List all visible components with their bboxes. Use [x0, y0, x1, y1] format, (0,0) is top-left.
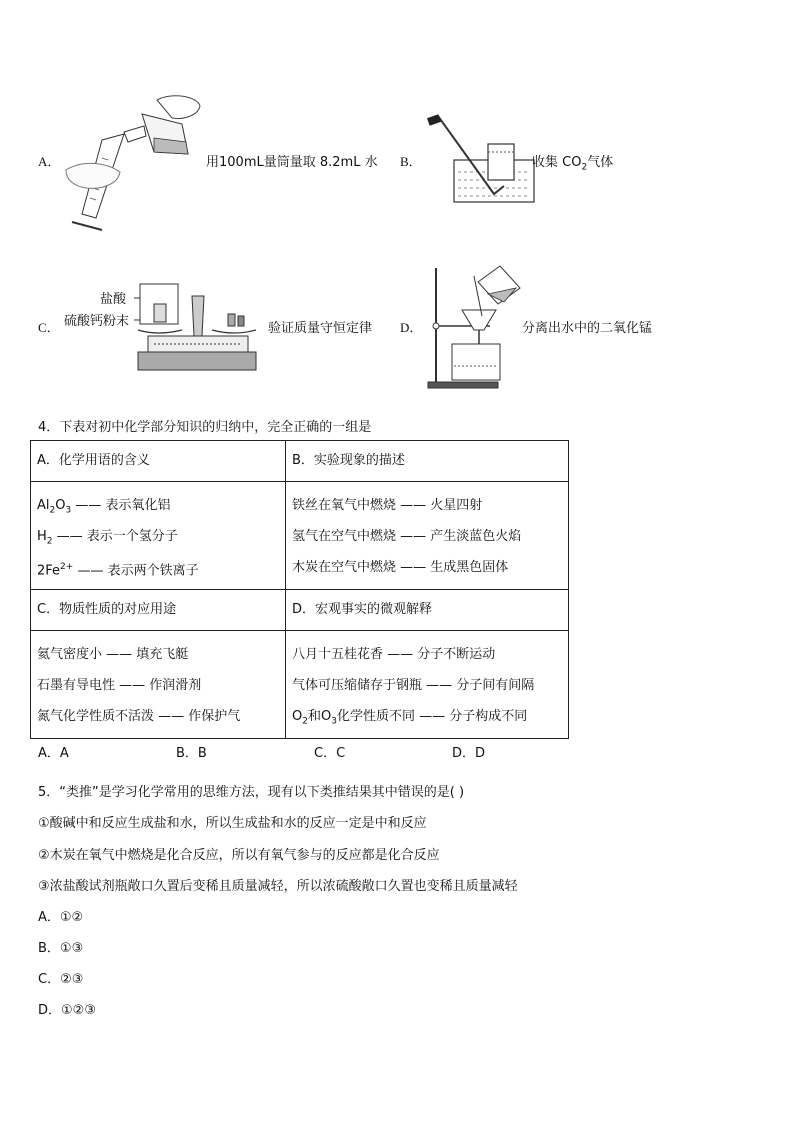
q5-statement-2: ②木炭在氧气中燃烧是化合反应，所以有氧气参与的反应都是化合反应 [38, 848, 440, 863]
label-calcium-sulfate: 硫酸钙粉末 [64, 314, 130, 329]
table-cell-b [286, 482, 569, 590]
q4-stem: 4．下表对初中化学部分知识的归纳中，完全正确的一组是 [38, 420, 372, 435]
table-cell-c [31, 631, 286, 739]
filtration-figure [426, 264, 526, 390]
table-cell-a [31, 482, 286, 590]
q5-statement-1: ①酸碱中和反应生成盐和水，所以生成盐和水的反应一定是中和反应 [38, 816, 427, 831]
label-hydrochloric-acid: 盐酸 [100, 292, 127, 307]
graduated-cylinder-pouring-figure [62, 92, 202, 232]
q4-choice-d[interactable]: D．D [452, 746, 486, 761]
balance-figure [134, 276, 260, 376]
formula-line-1: $Al_2O_3$ —— 表示氧化铝 [37, 498, 171, 516]
q4-choice-c[interactable]: C．C [314, 746, 346, 761]
gas-collection-figure [426, 112, 536, 204]
option-b-letter: B． [400, 154, 422, 169]
table-line-o2-o3: $O_2$和$O_3$化学性质不同 —— 分子构成不同 [292, 709, 528, 727]
formula-line-3: $2Fe^{2+}$ —— 表示两个铁离子 [37, 562, 199, 579]
table-line: 氢气在空气中燃烧 —— 产生淡蓝色火焰 [292, 529, 522, 544]
table-line: 铁丝在氧气中燃烧 —— 火星四射 [292, 498, 483, 513]
option-d-caption: 分离出水中的二氧化锰 [522, 321, 653, 336]
q5-choice-c[interactable]: C．②③ [38, 972, 84, 987]
option-a-letter: A． [38, 154, 61, 169]
table-header-c: C．物质性质的对应用途 [31, 590, 286, 631]
table-cell-d [286, 631, 569, 739]
q5-choice-a[interactable]: A．①② [38, 910, 84, 925]
option-c-letter: C． [38, 320, 60, 335]
table-header-b: B．实验现象的描述 [286, 441, 569, 482]
table-line: 氮气化学性质不活泼 —— 作保护气 [37, 709, 241, 724]
table-line: 木炭在空气中燃烧 —— 生成黑色固体 [292, 560, 509, 575]
q4-choice-b[interactable]: B．B [176, 746, 207, 761]
knowledge-table [30, 440, 569, 739]
table-line: 气体可压缩储存于钢瓶 —— 分子间有间隔 [292, 678, 535, 693]
table-header-d: D．宏观事实的微观解释 [286, 590, 569, 631]
q5-stem: 5．“类推”是学习化学常用的思维方法，现有以下类推结果其中错误的是( ) [38, 785, 465, 800]
q5-choice-b[interactable]: B．①③ [38, 941, 84, 956]
table-line: 石墨有导电性 —— 作润滑剂 [37, 678, 202, 693]
option-d-letter: D． [400, 320, 423, 335]
table-line: 氦气密度小 —— 填充飞艇 [37, 647, 189, 662]
q5-choice-d[interactable]: D．①②③ [38, 1003, 96, 1018]
option-a-caption: 用100mL量筒量取 8.2mL 水 [206, 155, 378, 170]
q5-statement-3: ③浓盐酸试剂瓶敞口久置后变稀且质量减轻，所以浓硫酸敞口久置也变稀且质量减轻 [38, 879, 518, 894]
q4-choice-a[interactable]: A．A [38, 746, 69, 761]
formula-line-2: $H_2$ —— 表示一个氢分子 [37, 529, 178, 547]
option-c-caption: 验证质量守恒定律 [268, 321, 373, 336]
option-b-caption: 收集 $CO_2$气体 [532, 155, 614, 173]
table-header-a: A．化学用语的含义 [31, 441, 286, 482]
table-line: 八月十五桂花香 —— 分子不断运动 [292, 647, 496, 662]
